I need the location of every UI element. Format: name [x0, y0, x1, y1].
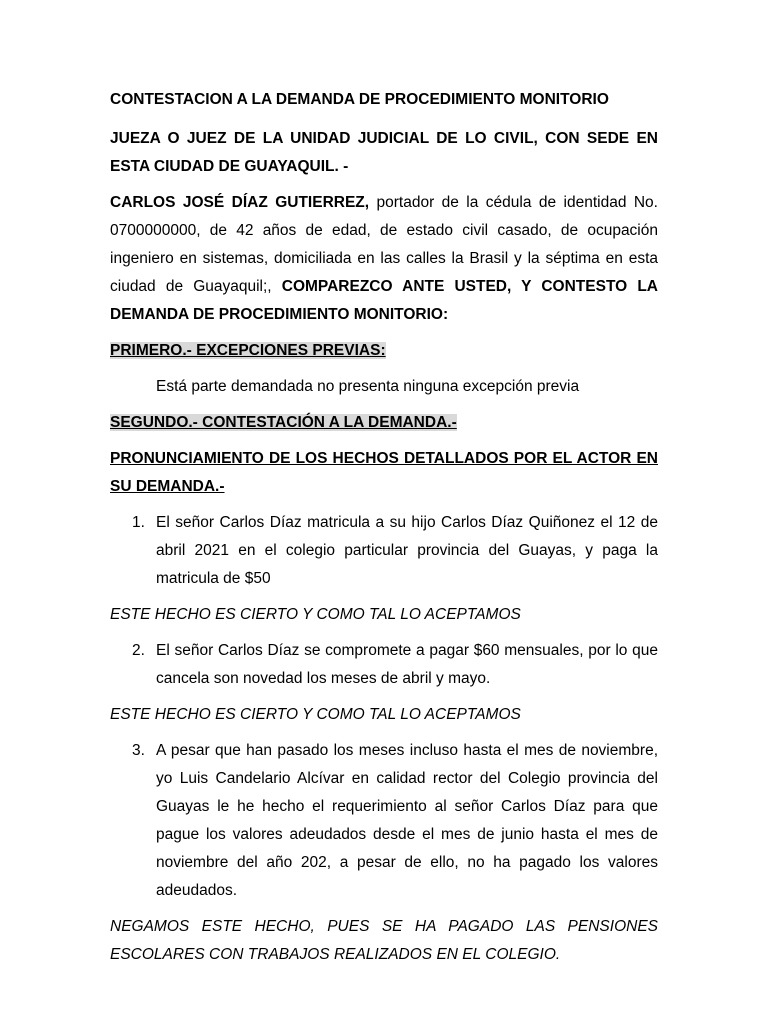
fact-response: ESTE HECHO ES CIERTO Y COMO TAL LO ACEPTAMOS	[110, 706, 521, 723]
list-item	[110, 737, 658, 905]
appearance-statement: COMPAREZCO ANTE USTED, Y CONTESTO LA DEMANDA DE PROCEDIMIENTO MONITORIO:	[110, 278, 658, 323]
fact-number: 2.	[132, 642, 145, 659]
facts-list	[110, 737, 658, 905]
list-item	[110, 637, 658, 693]
facts-list	[110, 637, 658, 693]
section-1-title: PRIMERO.- EXCEPCIONES PREVIAS:	[110, 342, 386, 359]
fact-number: 3.	[132, 742, 145, 759]
section-2-subheading: PRONUNCIAMIENTO DE LOS HECHOS DETALLADOS POR EL ACTOR EN SU DEMANDA.-	[110, 450, 658, 495]
document-title: CONTESTACION A LA DEMANDA DE PROCEDIMIENTO MONITORIO	[110, 91, 609, 108]
list-item	[110, 509, 658, 593]
addressee: JUEZA O JUEZ DE LA UNIDAD JUDICIAL DE LO CIVIL, CON SEDE EN ESTA CIUDAD DE GUAYAQUIL. -	[110, 130, 658, 175]
section-2-title: SEGUNDO.- CONTESTACIÓN A LA DEMANDA.-	[110, 414, 457, 431]
facts-list	[110, 509, 658, 593]
fact-response: NEGAMOS ESTE HECHO, PUES SE HA PAGADO LAS PENSIONES ESCOLARES CON TRABAJOS REALIZADOS EN EL COLEGIO.	[110, 918, 658, 963]
party-details: portador de la cédula de identidad No. 0700000000, de 42 años de edad, de estado civil casado, de ocupación ingeniero en sistemas, domiciliada en las calles la Brasil y la séptima en esta ciudad de Guayaquil;,	[110, 194, 658, 295]
intro-paragraph	[110, 189, 658, 329]
fact-text: A pesar que han pasado los meses incluso hasta el mes de noviembre, yo Luis Candelario Alcívar en calidad rector del Colegio provincia del Guayas le he hecho el requerimiento al señor Carlos Díaz para que pague los valores adeudados desde el mes de junio hasta el mes de noviembre del año 202, a pesar de ello, no ha pagado los valores adeudados.	[156, 742, 658, 899]
fact-text: El señor Carlos Díaz matricula a su hijo Carlos Díaz Quiñonez el 12 de abril 2021 en el colegio particular provincia del Guayas, y paga la matricula de $50	[156, 514, 658, 587]
fact-number: 1.	[132, 514, 145, 531]
section-heading-1	[110, 337, 658, 365]
fact-text: El señor Carlos Díaz se compromete a pagar $60 mensuales, por lo que cancela son novedad los meses de abril y mayo.	[156, 642, 658, 687]
fact-response: ESTE HECHO ES CIERTO Y COMO TAL LO ACEPTAMOS	[110, 606, 521, 623]
section-heading-2	[110, 409, 658, 437]
party-name: CARLOS JOSÉ DÍAZ GUTIERREZ,	[110, 194, 370, 211]
section-1-body: Está parte demandada no presenta ninguna excepción previa	[156, 378, 580, 395]
